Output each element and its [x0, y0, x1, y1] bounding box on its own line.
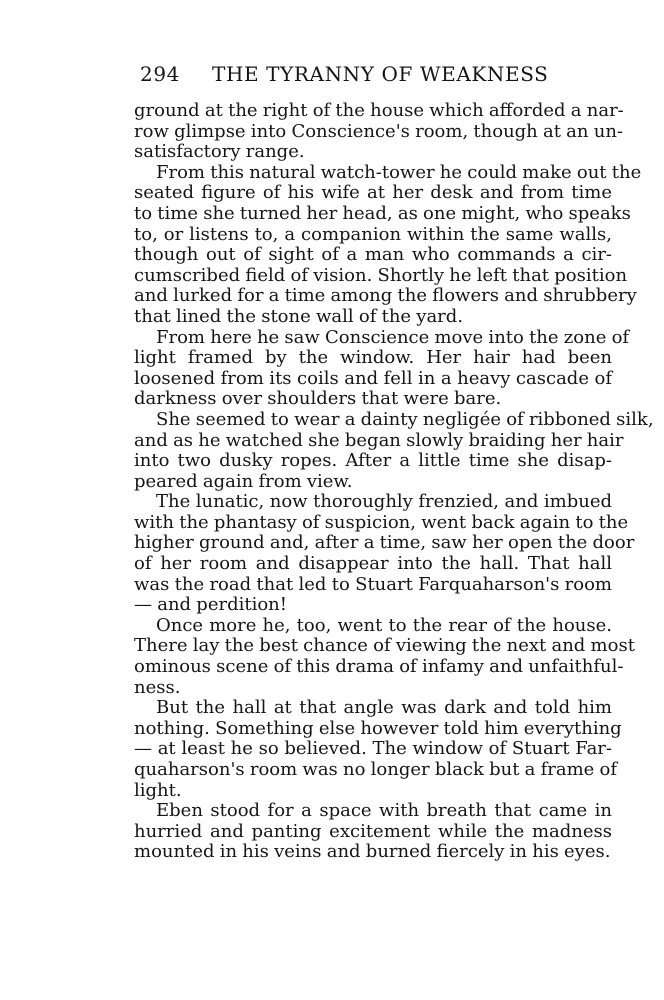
- text-line: — and perdition!: [134, 594, 288, 616]
- text-line: though out of sight of a man who commands a cir-: [134, 244, 612, 266]
- text-line: darkness over shoulders that were bare.: [134, 388, 502, 410]
- text-line: ness.: [134, 676, 181, 698]
- text-line: light.: [134, 779, 182, 801]
- text-line: — at least he so believed. The window of Stuart Far-: [134, 738, 612, 760]
- text-line: nothing. Something else however told him everything: [134, 717, 622, 739]
- text-line: ominous scene of this drama of infamy and unfaithful-: [134, 656, 624, 678]
- running-title: THE TYRANNY OF WEAKNESS: [212, 62, 549, 86]
- text-line: There lay the best chance of viewing the next and most: [134, 635, 635, 657]
- paragraph-first-line: Eben stood for a space with breath that came in: [156, 800, 612, 822]
- text-line: of her room and disappear into the hall. That hall: [134, 553, 612, 575]
- text-line: and as he watched she began slowly braiding her hair: [134, 429, 624, 451]
- text-line: cumscribed field of vision. Shortly he left that position: [134, 264, 628, 286]
- text-line: row glimpse into Conscience's room, though at an un-: [134, 120, 623, 142]
- paragraph-first-line: From here he saw Conscience move into the zone of: [156, 326, 630, 348]
- text-line: to, or listens to, a companion within the same walls,: [134, 223, 612, 245]
- text-line: seated figure of his wife at her desk and from time: [134, 182, 612, 204]
- text-line: hurried and panting excitement while the madness: [134, 820, 612, 842]
- paragraph-first-line: Once more he, too, went to the rear of the house.: [156, 614, 612, 636]
- text-line: quaharson's room was no longer black but a frame of: [134, 759, 618, 780]
- text-line: that lined the stone wall of the yard.: [134, 305, 464, 327]
- text-line: peared again from view.: [134, 470, 353, 492]
- body-text: [134, 100, 654, 863]
- text-line: into two dusky ropes. After a little time she disap-: [134, 450, 612, 472]
- paragraph-first-line: She seemed to wear a dainty negligée of ribboned silk,: [156, 408, 654, 430]
- running-head: [140, 62, 620, 92]
- text-line: satisfactory range.: [134, 141, 305, 163]
- text-line: mounted in his veins and burned fiercely in his eyes.: [134, 841, 611, 863]
- page-number: 294: [140, 62, 180, 86]
- paragraph-first-line: From this natural watch-tower he could make out the: [156, 161, 642, 183]
- text-line: light framed by the window. Her hair had been: [134, 347, 612, 369]
- text-line: ground at the right of the house which afforded a nar-: [134, 100, 624, 121]
- text-line: loosened from its coils and fell in a heavy cascade of: [134, 367, 612, 389]
- text-line: with the phantasy of suspicion, went back again to the: [134, 511, 629, 533]
- text-line: and lurked for a time among the flowers and shrubbery: [134, 285, 637, 307]
- text-line: to time she turned her head, as one might, who speaks: [134, 202, 631, 224]
- text-line: higher ground and, after a time, saw her open the door: [134, 532, 635, 554]
- paragraph-first-line: But the hall at that angle was dark and told him: [156, 697, 612, 719]
- text-line: was the road that led to Stuart Farquaharson's room: [134, 573, 612, 595]
- paragraph-first-line: The lunatic, now thoroughly frenzied, and imbued: [156, 491, 612, 513]
